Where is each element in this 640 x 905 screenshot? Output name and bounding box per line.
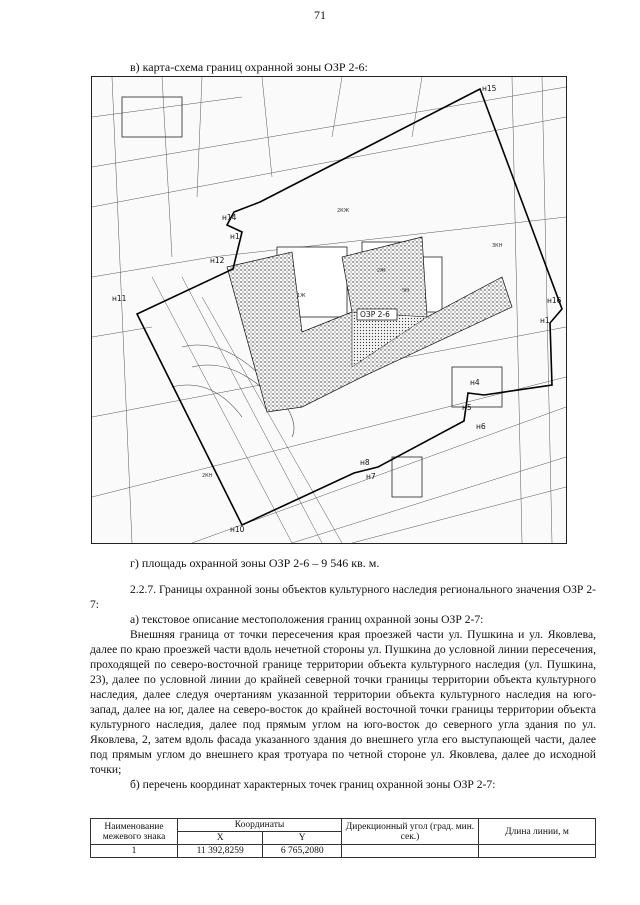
section-body — [90, 582, 596, 792]
point-label: н4 — [470, 378, 480, 387]
cell-y: 6 765,2080 — [263, 845, 342, 858]
point-label: н1 — [540, 316, 550, 325]
page-number: 71 — [314, 8, 326, 22]
building-label: 2КЖ — [337, 208, 350, 214]
table-row — [91, 845, 596, 858]
zone-area: г) площадь охранной зоны ОЗР 2-6 – 9 546 кв. м. — [130, 556, 380, 570]
map-caption: в) карта-схема границ охранной зоны ОЗР 2-6: — [130, 60, 368, 74]
col-header-direction: Дирекционный угол (град. мин. сек.) — [342, 819, 479, 845]
building-label: 2Ж — [377, 268, 386, 274]
cell-name: 1 — [91, 845, 178, 858]
point-label: н14 — [222, 213, 237, 222]
point-label: н11 — [112, 294, 127, 303]
cell-x: 11 392,8259 — [178, 845, 263, 858]
boundary-description: Внешняя граница от точки пересечения края проезжей части ул. Пушкина и ул. Яковлева, далее по краю проезжей части вдоль нечетной стороны ул. Пушкина до условной линии пересечения, проходящей по северо-восточной границе территории объекта культурного наследия (ул. Пушкина, 23), далее по условной линии до крайней северной точки границы территории объекта культурного наследия, далее следуя очертаниям указанной территории объекта культурного наследия на юго-запад, далее на юг, далее на северо-восток до крайней восточной точки границы территории объекта культурного наследия, далее под прямым углом на юго-восток до северного угла здания по ул. Яковлева, 2, затем вдоль фасада указанного здания до внешнего угла его выступающей части, далее под прямым углом до внешнего края тротуара по четной стороне ул. Яковлева, далее до исходной точки; — [90, 628, 596, 776]
col-header-y: Y — [263, 832, 342, 845]
col-header-coords: Координаты — [178, 819, 342, 832]
buildings — [122, 97, 502, 497]
point-label: н1 — [230, 232, 240, 241]
building-label: 5Н — [402, 288, 409, 294]
building-label: 3КН — [492, 243, 503, 249]
item-b: б) перечень координат характерных точек границ охранной зоны ОЗР 2-7: — [130, 778, 496, 791]
point-label: н12 — [210, 256, 225, 265]
col-header-name: Наименование межевого знака — [91, 819, 178, 845]
point-label: н10 — [230, 525, 245, 534]
col-header-length: Длина линии, м — [479, 819, 596, 845]
item-a: а) текстовое описание местоположения границ охранной зоны ОЗР 2-7: — [130, 613, 484, 626]
section-heading: 2.2.7. Границы охранной зоны объектов культурного наследия регионального значения ОЗР 2-7: — [90, 583, 596, 611]
cell-length — [479, 845, 596, 858]
point-label: н15 — [482, 84, 497, 93]
point-label: н5 — [462, 403, 472, 412]
cadastral-map — [91, 76, 567, 544]
point-label: н7 — [366, 472, 376, 481]
point-label: н8 — [360, 458, 370, 467]
zone-label: ОЗР 2-6 — [360, 310, 390, 319]
col-header-x: X — [178, 832, 263, 845]
point-label: н6 — [476, 422, 486, 431]
building-label: 1Ж — [297, 293, 306, 299]
coordinates-table — [90, 818, 596, 858]
cell-direction — [342, 845, 479, 858]
building-label: 2КН — [202, 473, 213, 479]
point-label: н16 — [547, 296, 562, 305]
